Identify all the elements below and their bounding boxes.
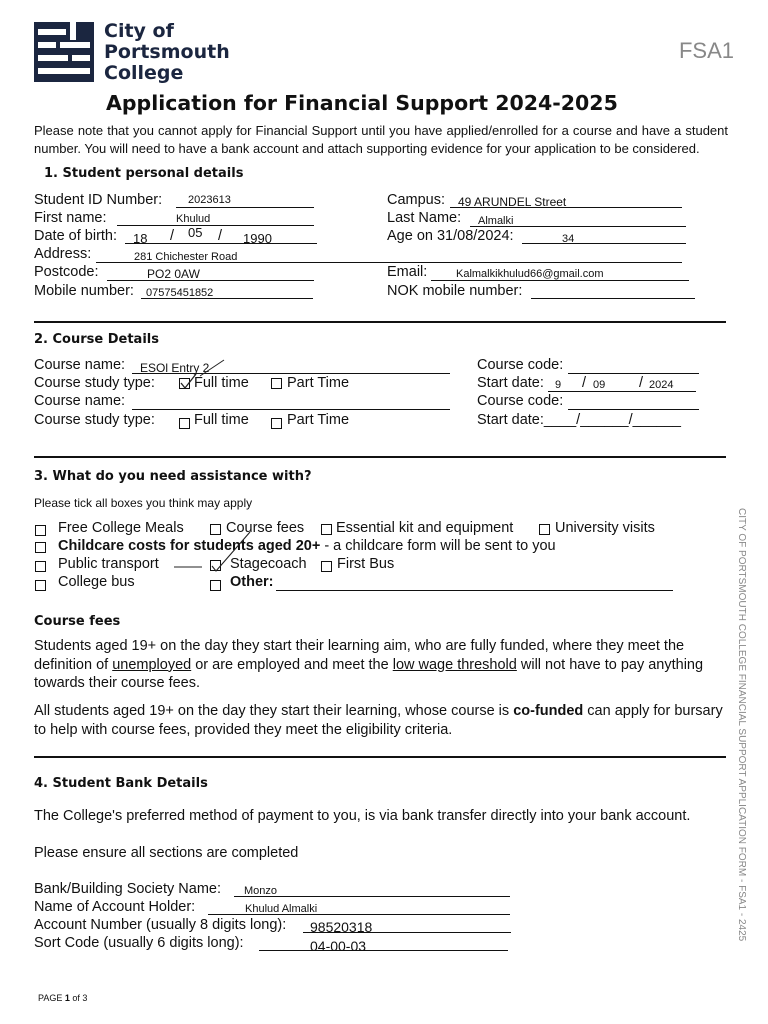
- email-field[interactable]: Kalmalkikhulud66@gmail.com: [456, 268, 604, 280]
- course-name-label: Course name:: [34, 357, 126, 373]
- free-meals-label: Free College Meals: [58, 520, 184, 536]
- full-time-2-checkbox[interactable]: [179, 418, 190, 429]
- section-4-heading: 4. Student Bank Details: [34, 776, 208, 791]
- kit-label: Essential kit and equipment: [336, 520, 514, 536]
- tick-hint: Please tick all boxes you think may apply: [34, 496, 253, 510]
- course-fees-heading: Course fees: [34, 614, 121, 629]
- college-logo: [34, 22, 94, 82]
- course-fees-label: Course fees: [226, 520, 305, 536]
- free-meals-checkbox[interactable]: [35, 525, 46, 536]
- form-code: FSA1: [678, 38, 734, 63]
- course-code-field[interactable]: [568, 373, 699, 374]
- university-label: University visits: [555, 520, 655, 536]
- student-id-label: Student ID Number:: [34, 192, 163, 208]
- campus-label: Campus:: [387, 192, 446, 208]
- page-number: PAGE 1 of 3: [38, 993, 88, 1003]
- bank-name-label: Bank/Building Society Name:: [34, 881, 221, 897]
- course-name-2-field[interactable]: [132, 409, 450, 410]
- first-name-label: First name:: [34, 210, 107, 226]
- dob-month-field[interactable]: 05: [188, 225, 203, 240]
- holder-field[interactable]: Khulud Almalki: [245, 903, 318, 915]
- kit-checkbox[interactable]: [321, 524, 332, 535]
- first-bus-label: First Bus: [337, 556, 395, 572]
- university-checkbox[interactable]: [539, 524, 550, 535]
- bank-intro: The College's preferred method of payment to you, is via bank transfer directly into your bank account.: [34, 808, 691, 824]
- start-date-2-field[interactable]: ____/______/______: [543, 412, 681, 428]
- other-checkbox[interactable]: [210, 580, 221, 591]
- age-label: Age on 31/08/2024:: [387, 228, 514, 244]
- course-code-label: Course code:: [477, 357, 564, 373]
- nok-label: NOK mobile number:: [387, 283, 523, 299]
- page-title: Application for Financial Support 2024-2025: [106, 91, 618, 115]
- course-fees-paragraph-1: Students aged 19+ on the day they start their learning aim, who are fully funded, where they meet the definition of unemployed or are employed and meet the low wage threshold will not have to pay anything towards their course fees.: [34, 638, 704, 691]
- college-bus-checkbox[interactable]: [35, 580, 46, 591]
- start-year-field[interactable]: 2024: [649, 379, 674, 391]
- student-id-field[interactable]: 2023613: [188, 194, 231, 206]
- divider: [34, 756, 726, 758]
- first-name-field[interactable]: Khulud: [176, 213, 211, 225]
- dob-day-field[interactable]: 18: [133, 231, 148, 246]
- full-time-label: Full time: [194, 375, 249, 391]
- other-field[interactable]: [276, 590, 673, 591]
- last-name-label: Last Name:: [387, 210, 462, 226]
- sort-label: Sort Code (usually 6 digits long):: [34, 935, 244, 951]
- email-label: Email:: [387, 264, 428, 280]
- dob-year-field[interactable]: 1990: [243, 231, 272, 246]
- childcare-checkbox[interactable]: [35, 542, 46, 553]
- nok-field[interactable]: [531, 298, 695, 299]
- account-label: Account Number (usually 8 digits long):: [34, 917, 287, 933]
- course-code-2-field[interactable]: [568, 409, 699, 410]
- section-3-heading: 3. What do you need assistance with?: [34, 469, 312, 484]
- side-caption: CITY OF PORTSMOUTH COLLEGE FINANCIAL SUPPORT APPLICATION FORM - FSA1 - 2425: [736, 508, 747, 942]
- mobile-field[interactable]: 07575451852: [146, 287, 214, 299]
- campus-field[interactable]: 49 ARUNDEL Street: [458, 195, 567, 209]
- bank-name-field[interactable]: Monzo: [244, 885, 278, 897]
- sort-field[interactable]: 04-00-03: [310, 938, 367, 954]
- section-1-heading: 1. Student personal details: [44, 166, 244, 181]
- divider: [34, 456, 726, 458]
- postcode-field[interactable]: PO2 0AW: [147, 267, 200, 281]
- bank-instruction: Please ensure all sections are completed: [34, 845, 299, 861]
- course-code-2-label: Course code:: [477, 393, 564, 409]
- course-fees-paragraph-2: All students aged 19+ on the day they start their learning, whose course is co-funded can apply for bursary to help with course fees, provided they meet the eligibility criteria.: [34, 703, 723, 738]
- part-time-2-checkbox[interactable]: [271, 418, 282, 429]
- dash-stroke: [174, 566, 204, 568]
- stagecoach-label: Stagecoach: [230, 556, 307, 572]
- study-type-label: Course study type:: [34, 375, 155, 391]
- holder-label: Name of Account Holder:: [34, 899, 196, 915]
- part-time-checkbox[interactable]: [271, 378, 282, 389]
- other-label: Other:: [230, 574, 274, 590]
- mobile-label: Mobile number:: [34, 283, 134, 299]
- college-name: City of Portsmouth College: [104, 20, 230, 84]
- first-bus-checkbox[interactable]: [321, 561, 332, 572]
- part-time-label: Part Time: [287, 375, 350, 391]
- dob-label: Date of birth:: [34, 228, 118, 244]
- last-name-field[interactable]: Almalki: [478, 215, 514, 227]
- course-name-field[interactable]: ESOl Entry 2: [140, 361, 210, 375]
- divider: [34, 321, 726, 323]
- postcode-label: Postcode:: [34, 264, 99, 280]
- address-field[interactable]: 281 Chichester Road: [134, 251, 238, 263]
- start-month-field[interactable]: 09: [593, 379, 606, 391]
- intro-text: Please note that you cannot apply for Financial Support until you have applied/enrolled for a course and have a student number. You will need to have a bank account and attach supporting evidence for your application to be considered.: [34, 123, 728, 156]
- childcare-label: Childcare costs for students aged 20+ - a childcare form will be sent to you: [58, 538, 556, 554]
- course-name-2-label: Course name:: [34, 393, 126, 409]
- account-field[interactable]: 98520318: [310, 919, 373, 935]
- study-type-2-label: Course study type:: [34, 412, 155, 428]
- public-transport-label: Public transport: [58, 556, 159, 572]
- college-bus-label: College bus: [58, 574, 135, 590]
- section-2-heading: 2. Course Details: [34, 332, 159, 347]
- full-time-2-label: Full time: [194, 412, 249, 428]
- start-date-2-label: Start date:____/______/______: [477, 412, 681, 428]
- age-field[interactable]: 34: [562, 233, 575, 245]
- part-time-2-label: Part Time: [287, 412, 350, 428]
- start-date-label: Start date:: [477, 375, 544, 391]
- public-transport-checkbox[interactable]: [35, 561, 46, 572]
- address-label: Address:: [34, 246, 92, 262]
- start-day-field[interactable]: 9: [555, 379, 562, 391]
